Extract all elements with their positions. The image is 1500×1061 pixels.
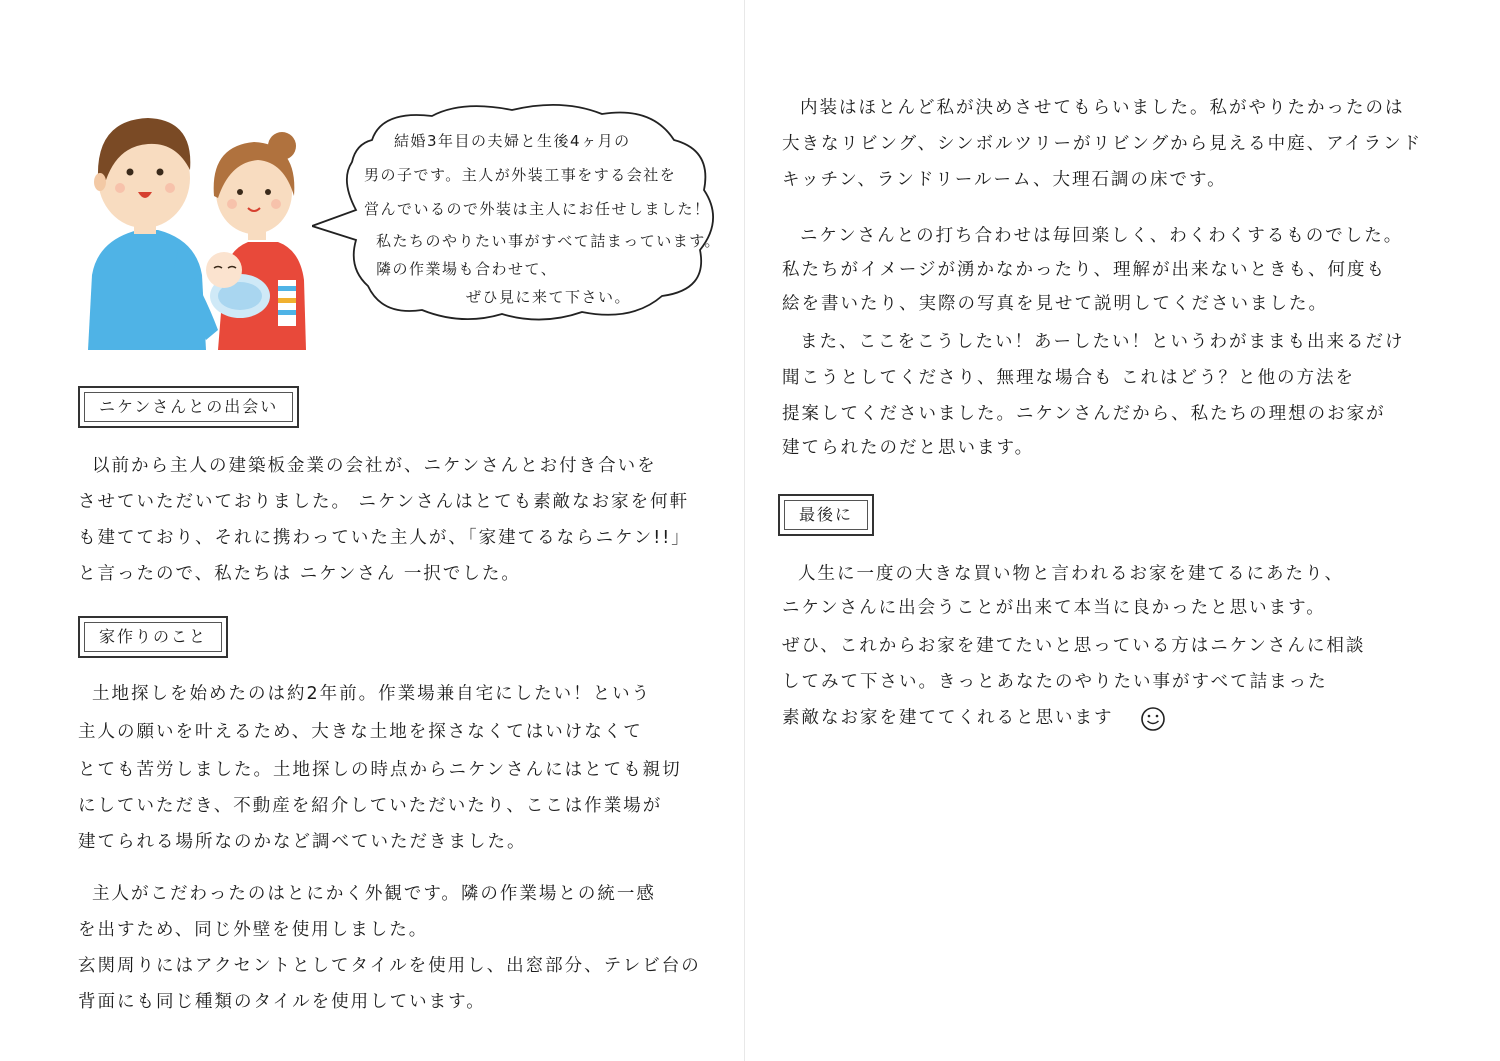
finally-line-5: 素敵なお家を建ててくれると思います — [782, 708, 1114, 728]
section-heading-finally-label: 最後に — [784, 500, 868, 530]
house-line-4: にしていただき、不動産を紹介していただいたり、ここは作業場が — [78, 796, 663, 816]
bubble-line-3: 営んでいるので外装は主人にお任せしました！ — [364, 200, 711, 218]
bubble-line-1: 結婚3年目の夫婦と生後4ヶ月の — [394, 132, 631, 150]
bubble-line-6: ぜひ見に来て下さい。 — [466, 288, 632, 306]
smiley-icon — [1140, 706, 1166, 732]
finally-line-3: ぜひ、これからお家を建てたいと思っている方はニケンさんに相談 — [782, 636, 1366, 656]
interior-line-1: 内装はほとんど私が決めさせてもらいました。私がやりたかったのは — [800, 98, 1405, 118]
section-heading-house — [78, 616, 228, 658]
meeting2-line-1: ニケンさんとの打ち合わせは毎回楽しく、わくわくするものでした。 — [800, 226, 1404, 246]
left-page — [0, 0, 740, 1061]
house-line-1: 土地探しを始めたのは約2年前。作業場兼自宅にしたい！という — [92, 684, 652, 704]
finally-line-1: 人生に一度の大きな買い物と言われるお家を建てるにあたり、 — [798, 564, 1344, 584]
right-page — [748, 0, 1488, 1061]
meeting-line-4: と言ったので、私たちは ニケンさん 一択でした。 — [78, 564, 521, 584]
exterior-line-2: を出すため、同じ外壁を使用しました。 — [78, 920, 429, 940]
family-illustration — [78, 100, 308, 356]
family-drawing — [78, 100, 308, 356]
bubble-line-2: 男の子です。主人が外装工事をする会社を — [364, 166, 677, 184]
bubble-line-4: 私たちのやりたい事がすべて詰まっています。 — [376, 232, 722, 250]
interior-line-2: 大きなリビング、シンボルツリーがリビングから見える中庭、アイランド — [782, 134, 1423, 154]
section-heading-house-label: 家作りのこと — [84, 622, 222, 652]
finally-line-4: してみて下さい。きっとあなたのやりたい事がすべて詰まった — [782, 672, 1328, 692]
meeting-line-2: させていただいておりました。 ニケンさんはとても素敵なお家を何軒 — [78, 492, 690, 512]
house-line-2: 主人の願いを叶えるため、大きな土地を探さなくてはいけなくて — [78, 722, 643, 742]
meeting-line-1: 以前から主人の建築板金業の会社が、ニケンさんとお付き合いを — [92, 456, 657, 476]
exterior-line-3: 玄関周りにはアクセントとしてタイルを使用し、出窓部分、テレビ台の — [78, 956, 701, 976]
finally-line-2: ニケンさんに出会うことが出来て本当に良かったと思います。 — [782, 598, 1326, 618]
meeting2-line-3: 絵を書いたり、実際の写真を見せて説明してくださいました。 — [782, 294, 1328, 314]
meeting2-line-5: 聞こうとしてくださり、無理な場合も これはどう？と他の方法を — [782, 368, 1356, 388]
meeting2-line-7: 建てられたのだと思います。 — [782, 438, 1035, 458]
section-heading-meeting-label: ニケンさんとの出会い — [84, 392, 293, 422]
bubble-line-5: 隣の作業場も合わせて、 — [376, 260, 558, 278]
speech-bubble — [312, 100, 724, 328]
meeting2-line-6: 提案してくださいました。ニケンさんだから、私たちの理想のお家が — [782, 404, 1386, 424]
house-line-5: 建てられる場所なのかなど調べていただきました。 — [78, 832, 527, 852]
meeting2-line-4: また、ここをこうしたい！あーしたい！というわがままも出来るだけ — [800, 332, 1405, 352]
interior-line-3: キッチン、ランドリールーム、大理石調の床です。 — [782, 170, 1227, 190]
meeting-line-3: も建てており、それに携わっていた主人が、「家建てるならニケン!!」 — [78, 528, 691, 548]
section-heading-finally — [778, 494, 874, 536]
house-line-3: とても苦労しました。土地探しの時点からニケンさんにはとても親切 — [78, 760, 682, 780]
exterior-line-4: 背面にも同じ種類のタイルを使用しています。 — [78, 992, 486, 1012]
exterior-line-1: 主人がこだわったのはとにかく外観です。隣の作業場との統一感 — [92, 884, 656, 904]
section-heading-meeting — [78, 386, 299, 428]
meeting2-line-2: 私たちがイメージが湧かなかったり、理解が出来ないときも、何度も — [782, 260, 1386, 280]
page-spine — [744, 0, 745, 1061]
